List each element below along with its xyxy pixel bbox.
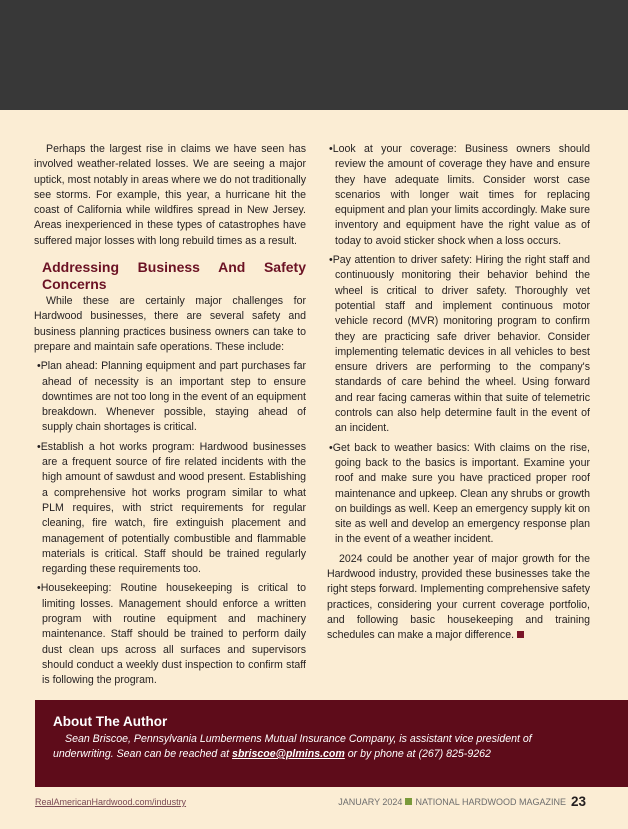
bullet-driver-safety: •Pay attention to driver safety: Hiring the right staff and continuously monitoring their behavior behind the wheel is critical to driver safety. Thoroughly vet potential staff and implement continuous motor vehicle record (MVR) monitoring program to confirm they are practicing safe driver behavior. Consider implementing telematic devices in all vehicles to best ensure drivers are performing to the company's standards of care behind the wheel. Using forward and rear facing cameras within that suite of telemetric controls can also help determine fault in the event of an incident. bbox=[329, 254, 590, 435]
intro-paragraph: Perhaps the largest rise in claims we have seen has involved weather-related losses. We are seeing a major uptick, most notably in areas where we do not traditionally see storms. For example, this year, a hurricane hit the coast of California while wildfires spread in New Jersey. Areas inexperienced in these types of catastrophes have suffered major losses with long rebuild times as a result. bbox=[34, 143, 306, 247]
bullet-housekeeping: •Housekeeping: Routine housekeeping is critical to limiting losses. Management should enforce a written program with routine equipment and machinery maintenance. Staff should be trained to perform daily dust clean ups across all surfaces and supervisors should conduct a weekly dust inspection to confirm staff is following the program. bbox=[37, 582, 306, 687]
closing-text: 2024 could be another year of major growth for the Hardwood industry, provided these businesses take the right steps forward. Implementing comprehensive safety practices, considering your current coverage portfolio, and following basic housekeeping and training schedules can make a major difference. bbox=[327, 552, 590, 642]
footer-issue-date: JANUARY 2024 bbox=[338, 796, 403, 807]
bullet-coverage: •Look at your coverage: Business owners should review the amount of coverage they have and ensure they have adequate limits. Consider worst case scenarios with longer wait times for replacing equipment and plan your limits accordingly. Make sure inventory and equipment have the right value as of today to avoid sticker shock when a loss occurs. bbox=[329, 143, 590, 247]
page-number: 23 bbox=[570, 794, 586, 809]
author-bio bbox=[53, 732, 593, 762]
author-title: About The Author bbox=[53, 714, 168, 729]
left-column bbox=[34, 142, 306, 693]
footer-url-link[interactable]: RealAmericanHardwood.com/industry bbox=[35, 797, 187, 807]
author-bio-text: Sean Briscoe, Pennsylvania Lumbermens Mutual Insurance Company, is assistant vice president of underwriting. Sean can be reached at bbox=[53, 733, 532, 760]
bullet-hot-works: •Establish a hot works program: Hardwood businesses are a frequent source of fire related incidents with the high amount of sawdust and wood present. Establishing a comprehensive hot works program similar to what PLM requires, with strict requirements for regular cleaning, fire watch, fire extinguish placement and management of potentially combustible and flammable materials is critical. Staff should be trained regularly regarding these requirements too. bbox=[37, 440, 306, 576]
bullet-weather-basics: •Get back to weather basics: With claims on the rise, going back to the basics is important. Examine your roof and make sure you have practiced proper roof maintenance and upkeep. Clean any shrubs or growth on buildings as well. Keep an emergency supply kit on site as well and develop an emergency response plan in the event of a weather incident. bbox=[329, 441, 590, 546]
heading-intro-paragraph: While these are certainly major challenges for Hardwood businesses, there are several safety and business planning practices business owners can take to prepare and maintain safe operations. These include: bbox=[34, 295, 306, 353]
author-phone-text: or by phone at (267) 825-9262 bbox=[344, 748, 491, 760]
author-email-link[interactable]: sbriscoe@plmins.com bbox=[232, 748, 345, 760]
top-bar bbox=[0, 0, 628, 110]
footer-issue-info bbox=[338, 794, 586, 809]
square-bullet-icon bbox=[405, 798, 412, 805]
closing-paragraph bbox=[327, 552, 590, 644]
footer-magazine-name: NATIONAL HARDWOOD MAGAZINE bbox=[415, 796, 566, 807]
right-column bbox=[327, 142, 590, 648]
section-heading: Addressing Business And Safety Concerns bbox=[42, 259, 306, 293]
bullet-plan-ahead: •Plan ahead: Planning equipment and part purchases far ahead of necessity is an important step to ensure downtimes are not too long in the event of an equipment breakdown. Whenever possible, staying ahead of supply chain shortages is critical. bbox=[37, 360, 306, 434]
square-end-mark-icon bbox=[517, 631, 524, 638]
about-author-box bbox=[35, 700, 628, 787]
